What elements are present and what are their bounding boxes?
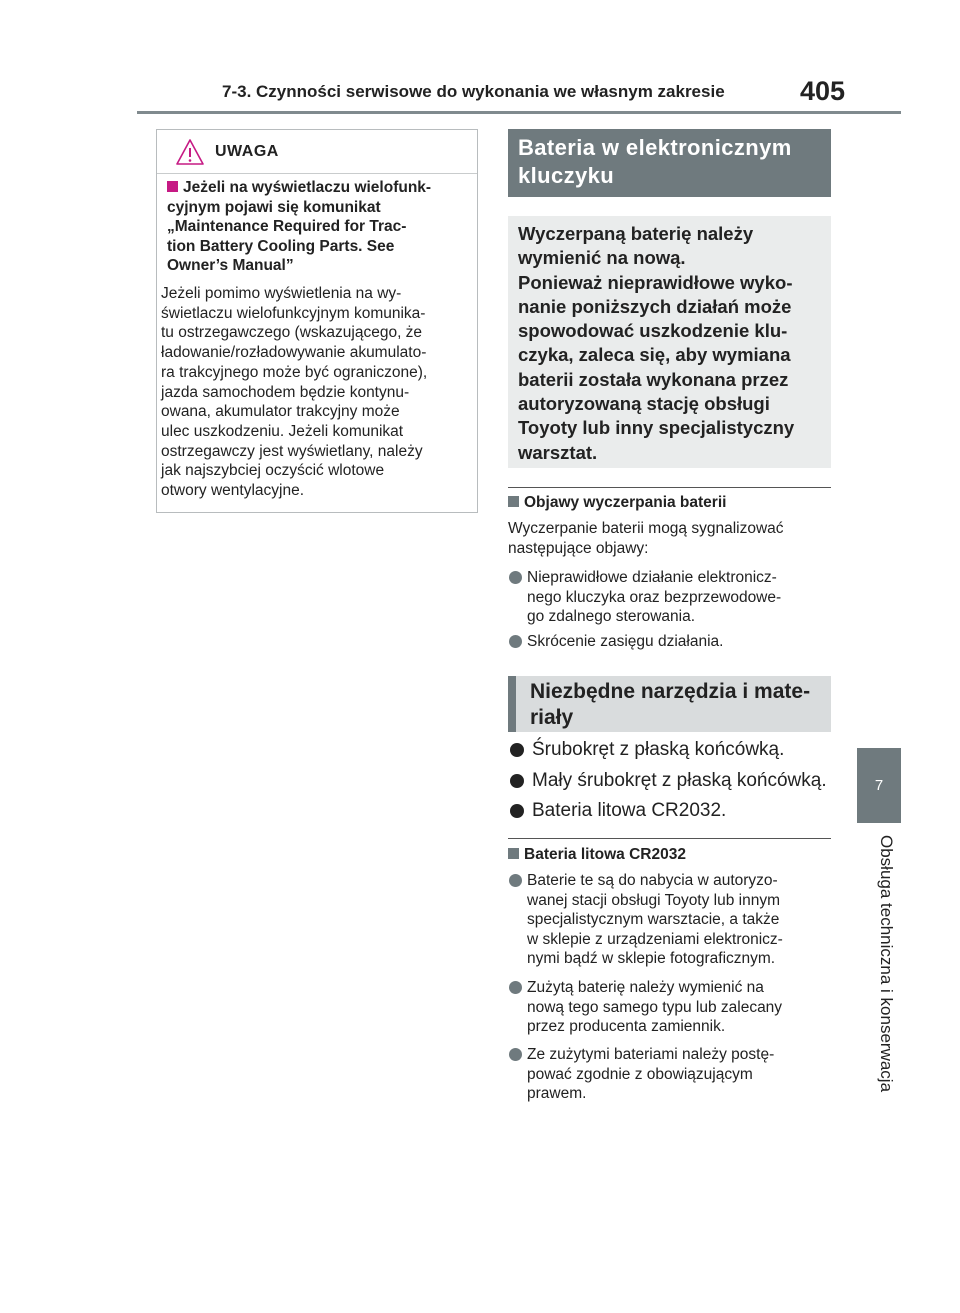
warning-subtitle-line: tion Battery Cooling Parts. See [167,237,395,255]
list-item: Baterie te są do nabycia w autoryzo- wanej stacji obsługi Toyoty lub innym specjalistycznym warsztacie, a także w sklepie z urządzeniami elektronicz- nymi bądź w sklepie fotograficznym. [508,871,831,969]
bullet-icon [510,743,524,757]
tool-item: Bateria litowa CR2032. [508,800,838,822]
warning-divider [157,173,477,174]
warning-header [175,138,279,166]
note-line: Ponieważ nieprawidłowe wyko- [518,271,793,293]
section-title: 7-3. Czynności serwisowe do wykonania we własnym zakresie [222,82,725,101]
note-line: autoryzowaną stację obsługi [518,393,770,415]
heading-line: riały [530,706,574,729]
note-line: wymienić na nową. [518,247,686,269]
bullet-icon [509,874,522,887]
warning-body-line: ulec uszkodzeniu. Jeżeli komunikat [161,422,404,440]
square-bullet-icon [508,848,519,859]
page-number: 405 [800,76,846,106]
warning-triangle-icon [175,138,205,166]
note-line: spowodować uszkodzenie klu- [518,320,788,342]
heading-line: Niezbędne narzędzia i mate- [530,680,811,703]
symptoms-heading: Objawy wyczerpania baterii [508,494,726,512]
heading-line: kluczyku [518,163,615,188]
symptoms-intro: Wyczerpanie baterii mogą sygnalizować następujące objawy: [508,520,784,557]
warning-subtitle-line: „Maintenance Required for Trac- [167,218,407,235]
warning-body-line: ra trakcyjnego może być ograniczone), [161,363,428,381]
bullet-icon [509,1048,522,1061]
bullet-icon [510,804,524,818]
note-line: warsztat. [518,441,598,463]
warning-subtitle [167,178,473,276]
list-item: Nieprawidłowe działanie elektronicz- nego kluczyka oraz bezprzewodowe- go zdalnego sterowania. [508,568,831,627]
warning-body-line: owana, akumulator trakcyjny może [161,403,400,421]
warning-subtitle-line: Owner’s Manual” [167,257,294,274]
list-item: Zużytą baterię należy wymienić na nową tego samego typu lub zalecany przez producenta zamiennik. [508,978,831,1037]
warning-body-line: ładowanie/rozładowywanie akumulato- [161,344,427,362]
cr2032-heading: Bateria litowa CR2032 [508,846,686,864]
warning-body-line: świetlaczu wielofunkcyjnym komunika- [161,304,426,322]
warning-body-line: ostrzegawczy jest wyświetlany, należy [161,442,423,460]
divider [508,487,831,488]
heading-line: Bateria w elektronicznym [518,135,792,160]
square-bullet-icon [508,496,519,507]
list-item: Skrócenie zasięgu działania. [508,632,831,652]
warning-body [161,284,477,501]
warning-body-line: jazda samochodem będzie kontynu- [161,383,410,401]
bullet-icon [510,774,524,788]
warning-box [156,129,478,513]
square-bullet-icon [167,181,178,192]
list-item: Ze zużytymi bateriami należy postę- pować zgodnie z obowiązującym prawem. [508,1045,831,1104]
warning-body-line: otwory wentylacyjne. [161,482,305,500]
chapter-tab-label: Obsługa techniczna i konserwacja [877,835,896,1093]
tool-item: Śrubokręt z płaską końcówką. [508,739,838,761]
warning-body-line: jak najszybciej oczyścić wlotowe [161,462,385,480]
chapter-tab-number[interactable]: 7 [857,748,901,823]
note-line: nanie poniższych działań może [518,295,792,317]
bullet-icon [509,571,522,584]
bullet-icon [509,981,522,994]
warning-subtitle-line: cyjnym pojawi się komunikat [167,198,381,216]
bullet-icon [509,635,522,648]
warning-subtitle-line: Jeżeli na wyświetlaczu wielofunk- [167,178,473,198]
note-line: Toyoty lub inny specjalistyczny [518,417,795,439]
note-line: baterii została wykonana przez [518,368,789,390]
tools-section-heading [508,676,831,732]
battery-section-heading [508,129,831,197]
note-line: Wyczerpaną baterię należy [518,223,754,244]
note-line: czyka, zaleca się, aby wymiana [518,344,791,366]
warning-body-line: tu ostrzegawczego (wskazującego, że [161,324,423,342]
warning-body-line: Jeżeli pomimo wyświetlenia na wy- [161,285,402,302]
divider [508,838,831,839]
battery-note-box [508,216,831,468]
warning-title: UWAGA [215,143,279,160]
header-divider [137,111,901,114]
tool-item: Mały śrubokręt z płaską końcówką. [508,770,838,792]
